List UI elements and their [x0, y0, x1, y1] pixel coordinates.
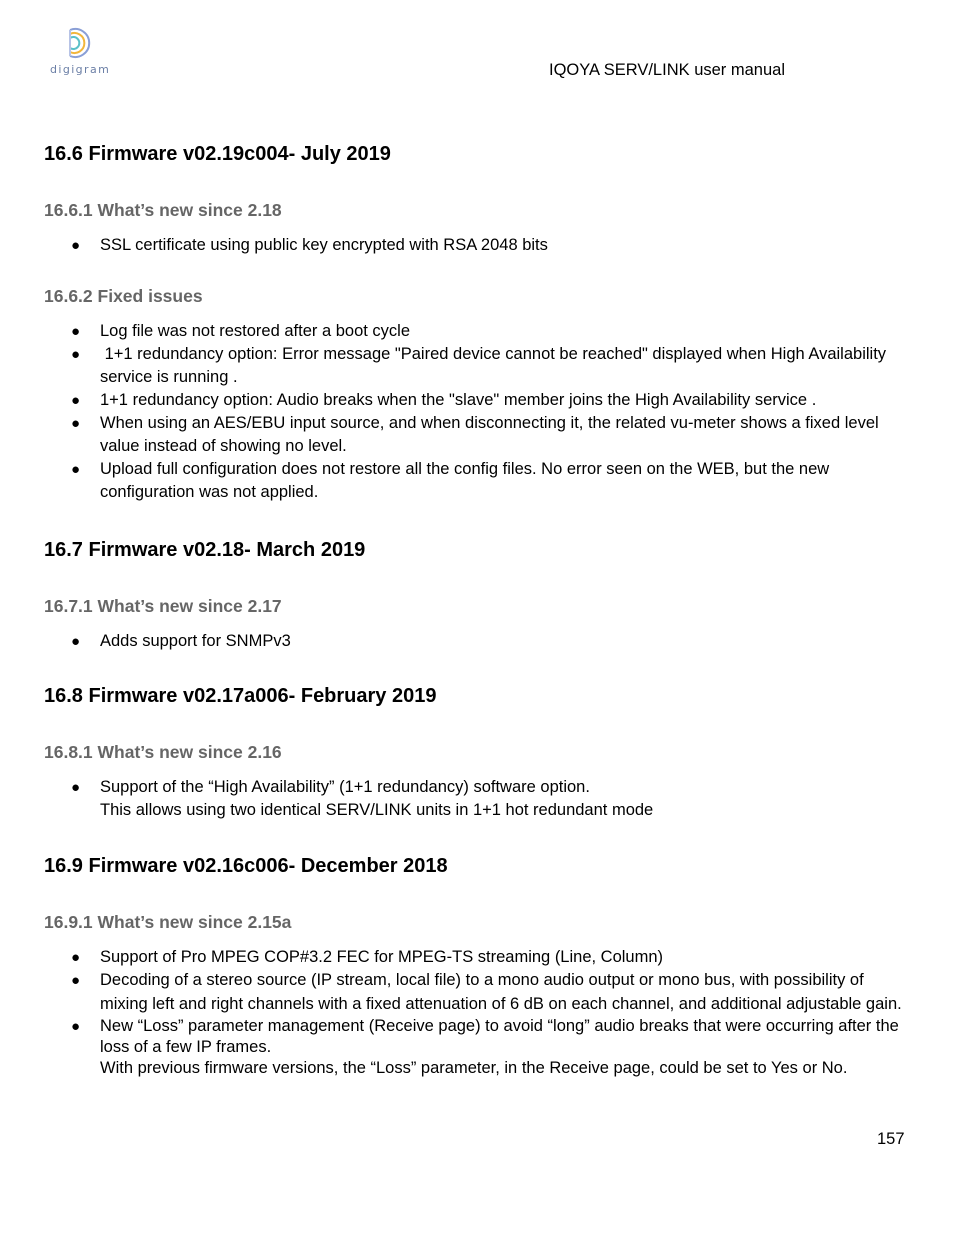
list-item — [0, 320, 904, 343]
list-item — [0, 946, 904, 969]
document-title: IQOYA SERV/LINK user manual — [549, 61, 785, 79]
subsection-title: 16.7.1 What’s new since 2.17 — [44, 596, 282, 616]
subsection-title: 16.6.1 What’s new since 2.18 — [44, 200, 282, 220]
list-item-text: New “Loss” parameter management (Receive page) to avoid “long” audio breaks that were occurring after the loss of a few IP frames. — [100, 1017, 899, 1056]
subsection-title: 16.8.1 What’s new since 2.16 — [44, 742, 282, 762]
list-item-text: Decoding of a stereo source (IP stream, local file) to a mono audio output or mono bus, with possibility of mixing left and right channels with a fixed attenuation of 6 dB on each channel, and additional adjustable gain. — [100, 971, 902, 1013]
page-number: 157 — [877, 1130, 905, 1148]
bullet-icon: ● — [71, 779, 81, 796]
list-item-text: SSL certificate using public key encrypted with RSA 2048 bits — [100, 236, 548, 254]
list-item-text: Support of Pro MPEG COP#3.2 FEC for MPEG-TS streaming (Line, Column) — [100, 948, 664, 966]
list-item — [0, 234, 904, 257]
bullet-icon: ● — [71, 633, 81, 650]
subsection-title: 16.9.1 What’s new since 2.15a — [44, 912, 292, 932]
section-title: 16.8 Firmware v02.17a006- February 2019 — [44, 685, 437, 707]
bullet-icon: ● — [71, 461, 81, 478]
bullet-icon: ● — [71, 415, 81, 432]
list-item-text: Upload full configuration does not restore all the config files. No error seen on the WEB, but the new configuration was not applied. — [100, 460, 830, 501]
bullet-icon: ● — [71, 949, 81, 966]
bullet-icon: ● — [71, 323, 81, 340]
list-item-text: When using an AES/EBU input source, and when disconnecting it, the related vu-meter shows a fixed level value instead of showing no level. — [100, 414, 879, 455]
section-title: 16.7 Firmware v02.18- March 2019 — [44, 539, 366, 561]
list-item — [0, 776, 904, 822]
list-item-note: With previous firmware versions, the “Loss” parameter, in the Receive page, could be set to Yes or No. — [100, 1059, 848, 1077]
list-item — [0, 389, 904, 412]
list-item — [0, 630, 904, 653]
section-title: 16.9 Firmware v02.16c006- December 2018 — [44, 855, 448, 877]
list-item-note: This allows using two identical SERV/LINK units in 1+1 hot redundant mode — [100, 801, 654, 819]
bullet-list — [0, 234, 954, 257]
section-title: 16.6 Firmware v02.19c004- July 2019 — [44, 143, 391, 165]
bullet-list — [0, 946, 954, 1079]
bullet-icon: ● — [71, 392, 81, 409]
digigram-logo — [48, 26, 112, 78]
bullet-list — [0, 320, 954, 504]
bullet-list — [0, 630, 954, 653]
list-item-text: Adds support for SNMPv3 — [100, 632, 291, 650]
bullet-icon: ● — [71, 346, 81, 363]
list-item-text: Support of the “High Availability” (1+1 redundancy) software option. — [100, 778, 590, 796]
bullet-icon: ● — [71, 237, 81, 254]
logo-text: digigram — [50, 63, 111, 76]
list-item — [0, 969, 904, 1016]
list-item-text: Log file was not restored after a boot cycle — [100, 322, 411, 340]
bullet-list — [0, 776, 954, 822]
list-item — [0, 1016, 904, 1079]
subsection-title: 16.6.2 Fixed issues — [44, 286, 203, 306]
list-item-text: 1+1 redundancy option: Error message "Paired device cannot be reached" displayed when High Availability service is running . — [100, 345, 891, 386]
list-item — [0, 412, 904, 458]
list-item-text: 1+1 redundancy option: Audio breaks when the "slave" member joins the High Availability service . — [100, 391, 817, 409]
bullet-icon: ● — [71, 1018, 81, 1035]
list-item — [0, 458, 904, 504]
list-item — [0, 343, 904, 389]
bullet-icon: ● — [71, 972, 81, 989]
logo-mark-icon — [64, 26, 98, 60]
